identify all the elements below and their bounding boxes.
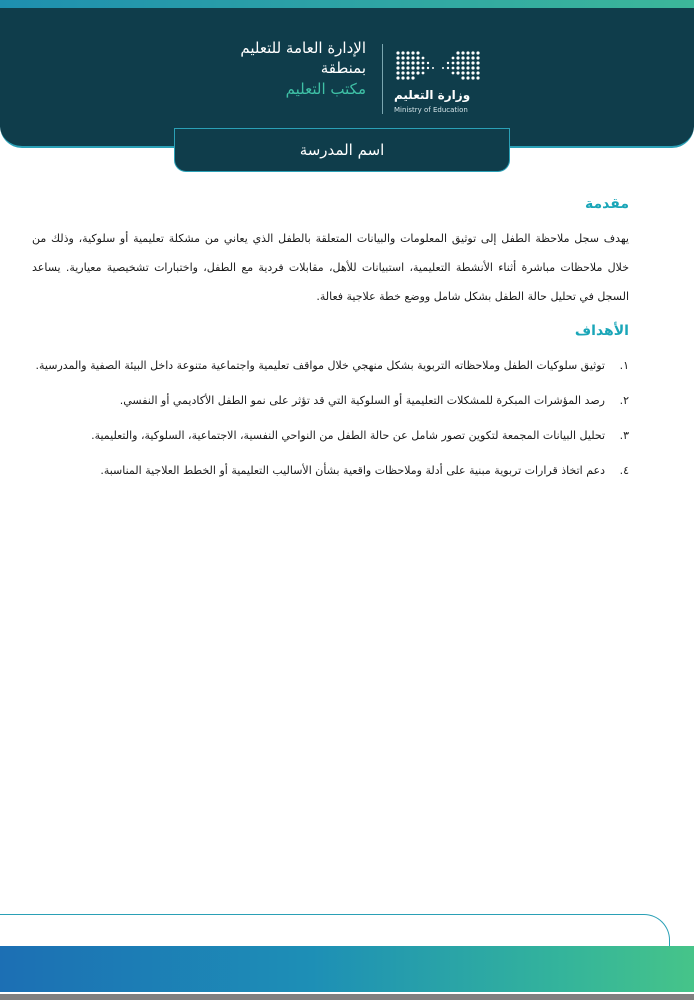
office-name: مكتب التعليم [285, 80, 366, 98]
page-header [0, 8, 694, 148]
ministry-name-english: Ministry of Education [394, 106, 468, 114]
goal-item [32, 421, 629, 450]
footer-gradient-band [0, 946, 694, 992]
goal-number: ٣. [619, 429, 629, 442]
school-name: اسم المدرسة [299, 141, 385, 159]
goal-item [32, 456, 629, 485]
goals-list [32, 351, 629, 485]
goal-text: تحليل البيانات المجمعة لتكوين تصور شامل عن حالة الطفل من النواحي النفسية، الاجتماعية، السلوكية، والتعليمية. [91, 429, 605, 442]
goal-text: رصد المؤشرات المبكرة للمشكلات التعليمية أو السلوكية التي قد تؤثر على نمو الطفل الأكاديمي أو النفسي. [119, 394, 605, 407]
goal-text: دعم اتخاذ قرارات تربوية مبنية على أدلة وملاحظات واقعية بشأن الأساليب التعليمية أو الخطط العلاجية المناسبة. [100, 464, 605, 477]
goal-number: ٢. [619, 394, 629, 407]
goals-title: الأهداف [574, 323, 629, 339]
organization-block [240, 38, 366, 100]
header-divider [382, 44, 383, 114]
school-name-box [174, 128, 510, 172]
intro-title: مقدمة [585, 196, 629, 212]
org-name-line2: بمنطقة [320, 59, 366, 77]
top-accent-strip [0, 0, 694, 8]
org-name-line1: الإدارة العامة للتعليم [240, 39, 366, 57]
page-bottom-border [0, 994, 694, 1000]
goal-item [32, 386, 629, 415]
ministry-logo-dots-icon [394, 48, 490, 88]
document-body [32, 196, 629, 491]
goal-text: توثيق سلوكيات الطفل وملاحظاته التربوية بشكل منهجي خلال مواقف تعليمية واجتماعية متنوعة داخل البيئة الصفية والمدرسية. [35, 359, 605, 372]
ministry-logo [394, 48, 490, 120]
ministry-name-arabic: وزارة التعليم [394, 88, 471, 102]
goal-number: ٤. [619, 464, 629, 477]
intro-paragraph: يهدف سجل ملاحظة الطفل إلى توثيق المعلومات والبيانات المتعلقة بالطفل الذي يعاني من مشكلة تعليمية أو سلوكية، وذلك من خلال ملاحظات مباشرة أثناء الأنشطة التعليمية، استبيانات للأهل، مقابلات فردية مع الطفل، واختبارات تشخيصية معيارية. يساعد السجل في تحليل حالة الطفل بشكل شامل ووضع خطة علاجية فعالة. [32, 232, 629, 303]
goal-number: ١. [619, 359, 629, 372]
goal-item [32, 351, 629, 380]
